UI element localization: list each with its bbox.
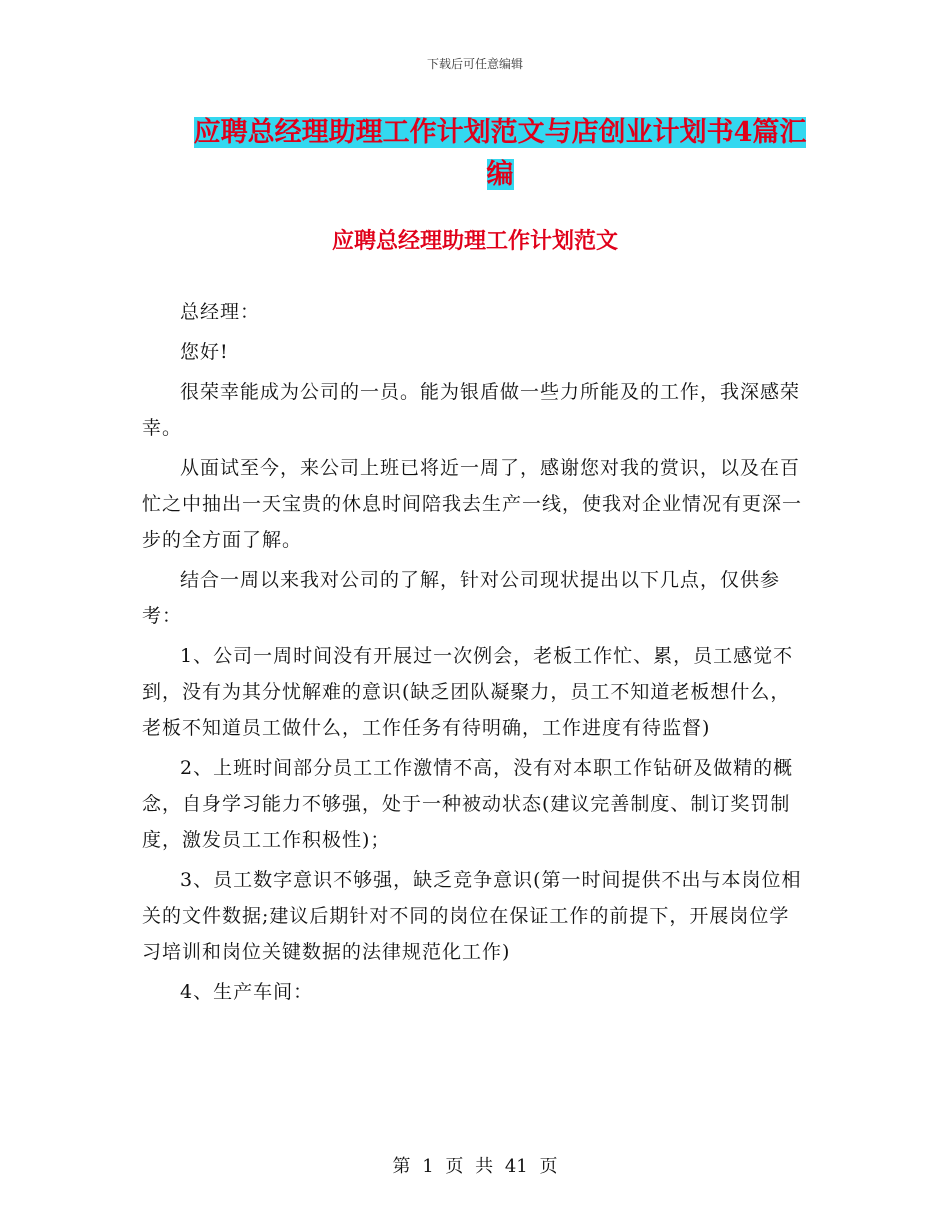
document-body [142,294,808,1014]
list-item: 1、公司一周时间没有开展过一次例会，老板工作忙、累，员工感觉不到，没有为其分忧解难的意识(缺乏团队凝聚力，员工不知道老板想什么，老板不知道员工做什么，工作任务有待明确，工作进度有待监督) [142,645,794,739]
body-paragraph: 结合一周以来我对公司的了解，针对公司现状提出以下几点，仅供参考： [142,569,781,627]
greeting: 您好! [180,341,229,363]
document-title [190,112,810,196]
list-item: 2、上班时间部分员工工作激情不高，没有对本职工作钻研及做精的概念，自身学习能力不够强，处于一种被动状态(建议完善制度、制订奖罚制度，激发员工工作积极性)； [142,757,794,851]
body-paragraph: 很荣幸能成为公司的一员。能为银盾做一些力所能及的工作，我深感荣幸。 [142,381,801,439]
page-header-note: 下载后可任意编辑 [426,57,523,71]
body-paragraph: 从面试至今，来公司上班已将近一周了，感谢您对我的赏识，以及在百忙之中抽出一天宝贵的休息时间陪我去生产一线，使我对企业情况有更深一步的全方面了解。 [142,457,803,551]
section-title: 应聘总经理助理工作计划范文 [331,228,618,254]
list-item: 4、生产车间： [180,981,314,1003]
document-title-text: 应聘总经理助理工作计划范文与店创业计划书4篇汇编 [193,117,807,190]
page-number-footer: 第 1 页 共 41 页 [392,1156,558,1177]
salutation: 总经理： [180,301,261,323]
list-item: 3、员工数字意识不够强，缺乏竞争意识(第一时间提供不出与本岗位相关的文件数据;建议后期针对不同的岗位在保证工作的前提下，开展岗位学习培训和岗位关键数据的法律规范化工作) [142,869,802,963]
